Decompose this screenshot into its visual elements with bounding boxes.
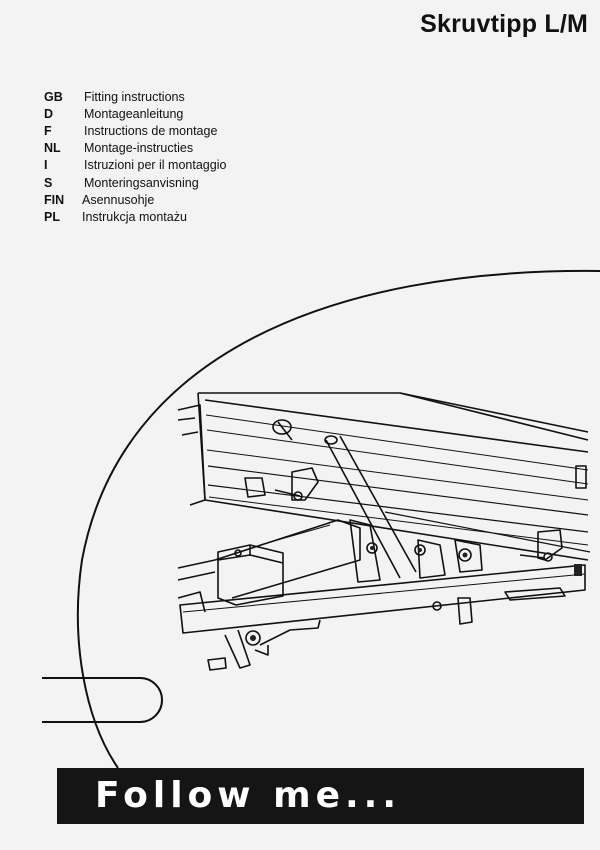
language-code: GB (44, 89, 63, 104)
language-code: D (44, 106, 54, 121)
language-label: Asennusohje (82, 192, 155, 207)
language-code: NL (44, 141, 61, 156)
banner-text: Follow me... (95, 775, 402, 816)
language-code: PL (44, 209, 60, 224)
document-title: Skruvtipp L/M (420, 10, 588, 38)
language-label: Montage-instructies (84, 141, 194, 156)
language-label: Fitting instructions (84, 89, 185, 104)
language-label: Montageanleitung (84, 106, 184, 121)
trailer-drawing (178, 393, 590, 670)
language-label: Instrukcja montażu (82, 209, 187, 224)
language-label: Istruzioni per il montaggio (84, 158, 227, 173)
language-label: Monteringsanvisning (84, 175, 199, 190)
tab-shape (42, 678, 162, 722)
follow-me-banner (57, 768, 584, 824)
language-code: FIN (44, 192, 65, 207)
language-code: I (44, 158, 48, 173)
language-code: F (44, 123, 52, 138)
language-label: Instructions de montage (84, 123, 218, 138)
language-code: S (44, 175, 53, 190)
decorative-arc (78, 271, 600, 768)
